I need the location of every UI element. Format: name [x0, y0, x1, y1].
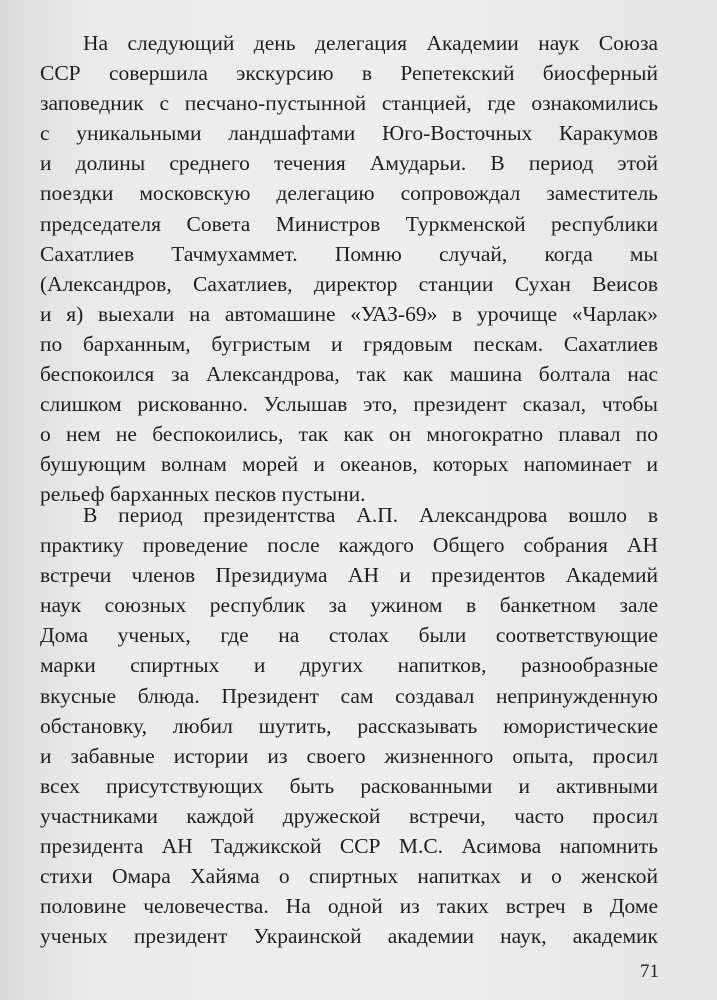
- paragraph-1: [40, 28, 658, 510]
- text-line: поездки московскую делегацию сопровождал заместитель: [40, 181, 658, 206]
- text-line: беспокоился за Александрова, так как машина болтала нас: [40, 362, 658, 387]
- text-line: рельеф барханных песков пустыни.: [40, 482, 366, 507]
- text-line: председателя Совета Министров Туркменской республики: [40, 211, 658, 236]
- text-line: президента АН Таджикской ССР М.С. Асимова напомнить: [40, 834, 658, 859]
- text-line: заповедник с песчано-пустынной станцией, где ознакомились: [40, 91, 658, 116]
- text-line: наук союзных республик за ужином в банкетном зале: [40, 593, 658, 618]
- text-line: бушующим волнам морей и океанов, которых напоминает и: [40, 452, 658, 477]
- text-line: стихи Омара Хайяма о спиртных напитках и о женской: [40, 864, 658, 889]
- paragraph-2: [40, 500, 658, 951]
- text-line: участниками каждой дружеской встречи, часто просил: [40, 803, 658, 828]
- text-line: половине человечества. На одной из таких встреч в Доме: [40, 894, 658, 919]
- text-line: и долины среднего течения Амударьи. В период этой: [40, 151, 658, 176]
- text-line: Сахатлиев Тачмухаммет. Помню случай, когда мы: [40, 241, 658, 266]
- text-line: слишком рискованно. Услышав это, президент сказал, чтобы: [40, 392, 658, 417]
- text-line: встречи членов Президиума АН и президентов Академий: [40, 563, 658, 588]
- text-line: по барханным, бугристым и грядовым пескам. Сахатлиев: [40, 331, 658, 356]
- text-line: вкусные блюда. Президент сам создавал непринужденную: [40, 683, 658, 708]
- text-line: с уникальными ландшафтами Юго-Восточных Каракумов: [40, 121, 658, 146]
- text-line: о нем не беспокоились, так как он многократно плавал по: [40, 422, 658, 447]
- text-line: марки спиртных и других напитков, разнообразные: [40, 653, 658, 678]
- text-line: Дома ученых, где на столах были соответствующие: [40, 623, 658, 648]
- text-line: В период президентства А.П. Александрова вошло в: [83, 503, 658, 527]
- text-line: ССР совершила экскурсию в Репетекский биосферный: [40, 61, 658, 86]
- text-line: (Александров, Сахатлиев, директор станции Сухан Веисов: [40, 271, 658, 296]
- text-line: и я) выехали на автомашине «УАЗ-69» в урочище «Чарлак»: [40, 301, 658, 326]
- text-line: всех присутствующих быть раскованными и активными: [40, 773, 658, 798]
- text-line: и забавные истории из своего жизненного опыта, просил: [40, 743, 658, 768]
- text-line: На следующий день делегация Академии наук Союза: [83, 31, 658, 55]
- text-line: ученых президент Украинской академии наук, академик: [40, 924, 658, 949]
- text-line: практику проведение после каждого Общего собрания АН: [40, 533, 658, 558]
- text-line: обстановку, любил шутить, рассказывать юмористические: [40, 713, 658, 738]
- page-number: 71: [640, 961, 659, 982]
